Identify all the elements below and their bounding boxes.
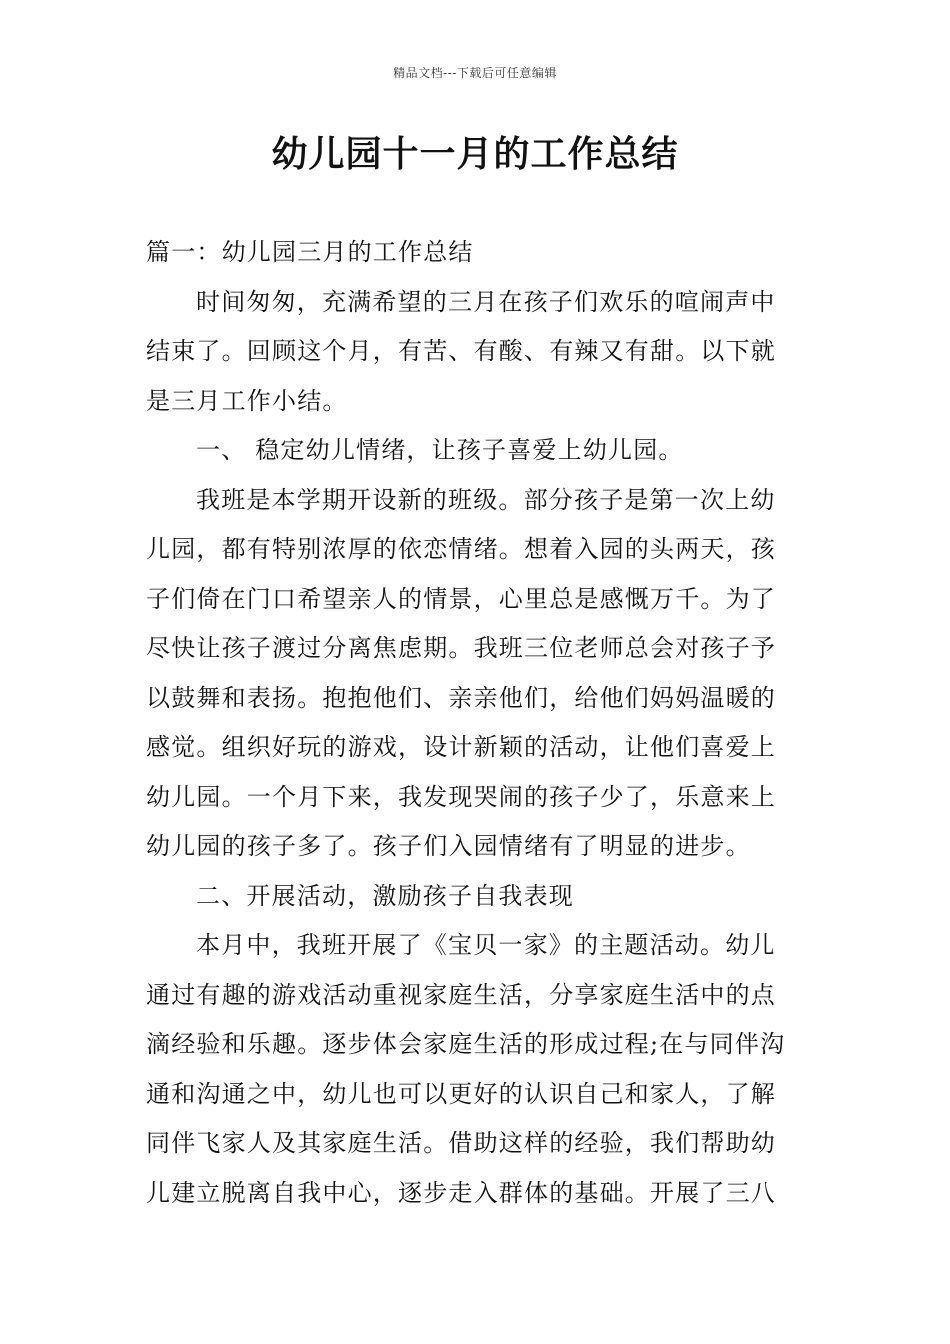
text-line: 以鼓舞和表扬。抱抱他们、亲亲他们，给他们妈妈温暖的 bbox=[146, 683, 776, 712]
text-line: 幼儿园。一个月下来，我发现哭闹的孩子少了，乐意来上 bbox=[146, 782, 776, 811]
text-line: 结束了。回顾这个月，有苦、有酸、有辣又有甜。以下就 bbox=[146, 337, 776, 365]
text-line: 是三月工作小结。 bbox=[146, 386, 348, 415]
text-line: 我班是本学期开设新的班级。部分孩子是第一次上幼 bbox=[196, 485, 776, 514]
text-line: 同伴飞家人及其家庭生活。借助这样的经验，我们帮助幼 bbox=[146, 1129, 776, 1157]
text-line: 时间匆匆，充满希望的三月在孩子们欢乐的喧闹声中 bbox=[196, 287, 776, 316]
text-line: 篇一：幼儿园三月的工作总结 bbox=[146, 238, 474, 266]
text-line: 一、 稳定幼儿情绪，让孩子喜爱上幼儿园。 bbox=[196, 436, 684, 464]
text-line: 本月中，我班开展了《宝贝一家》的主题活动。幼儿 bbox=[196, 931, 776, 959]
page-header: 精品文档---下载后可任意编辑 bbox=[393, 66, 557, 80]
text-line: 尽快让孩子渡过分离焦虑期。我班三位老师总会对孩子予 bbox=[146, 634, 776, 662]
text-line: 幼儿园的孩子多了。孩子们入园情绪有了明显的进步。 bbox=[146, 832, 751, 860]
document-title: 幼儿园十一月的工作总结 bbox=[271, 134, 679, 175]
document-body bbox=[146, 228, 806, 1218]
text-line: 感觉。组织好玩的游戏，设计新颖的活动，让他们喜爱上 bbox=[146, 733, 776, 761]
text-line: 二、开展活动，激励孩子自我表现 bbox=[196, 881, 574, 910]
text-line: 滴经验和乐趣。逐步体会家庭生活的形成过程;在与同伴沟 bbox=[146, 1030, 786, 1058]
text-line: 通和沟通之中，幼儿也可以更好的认识自己和家人，了解 bbox=[146, 1079, 776, 1108]
text-line: 儿建立脱离自我中心，逐步走入群体的基础。开展了三八 bbox=[146, 1178, 776, 1207]
text-line: 子们倚在门口希望亲人的情景，心里总是感慨万千。为了 bbox=[146, 584, 776, 613]
text-line: 儿园，都有特别浓厚的依恋情绪。想着入园的头两天，孩 bbox=[146, 535, 776, 563]
text-line: 通过有趣的游戏活动重视家庭生活，分享家庭生活中的点 bbox=[146, 980, 776, 1009]
